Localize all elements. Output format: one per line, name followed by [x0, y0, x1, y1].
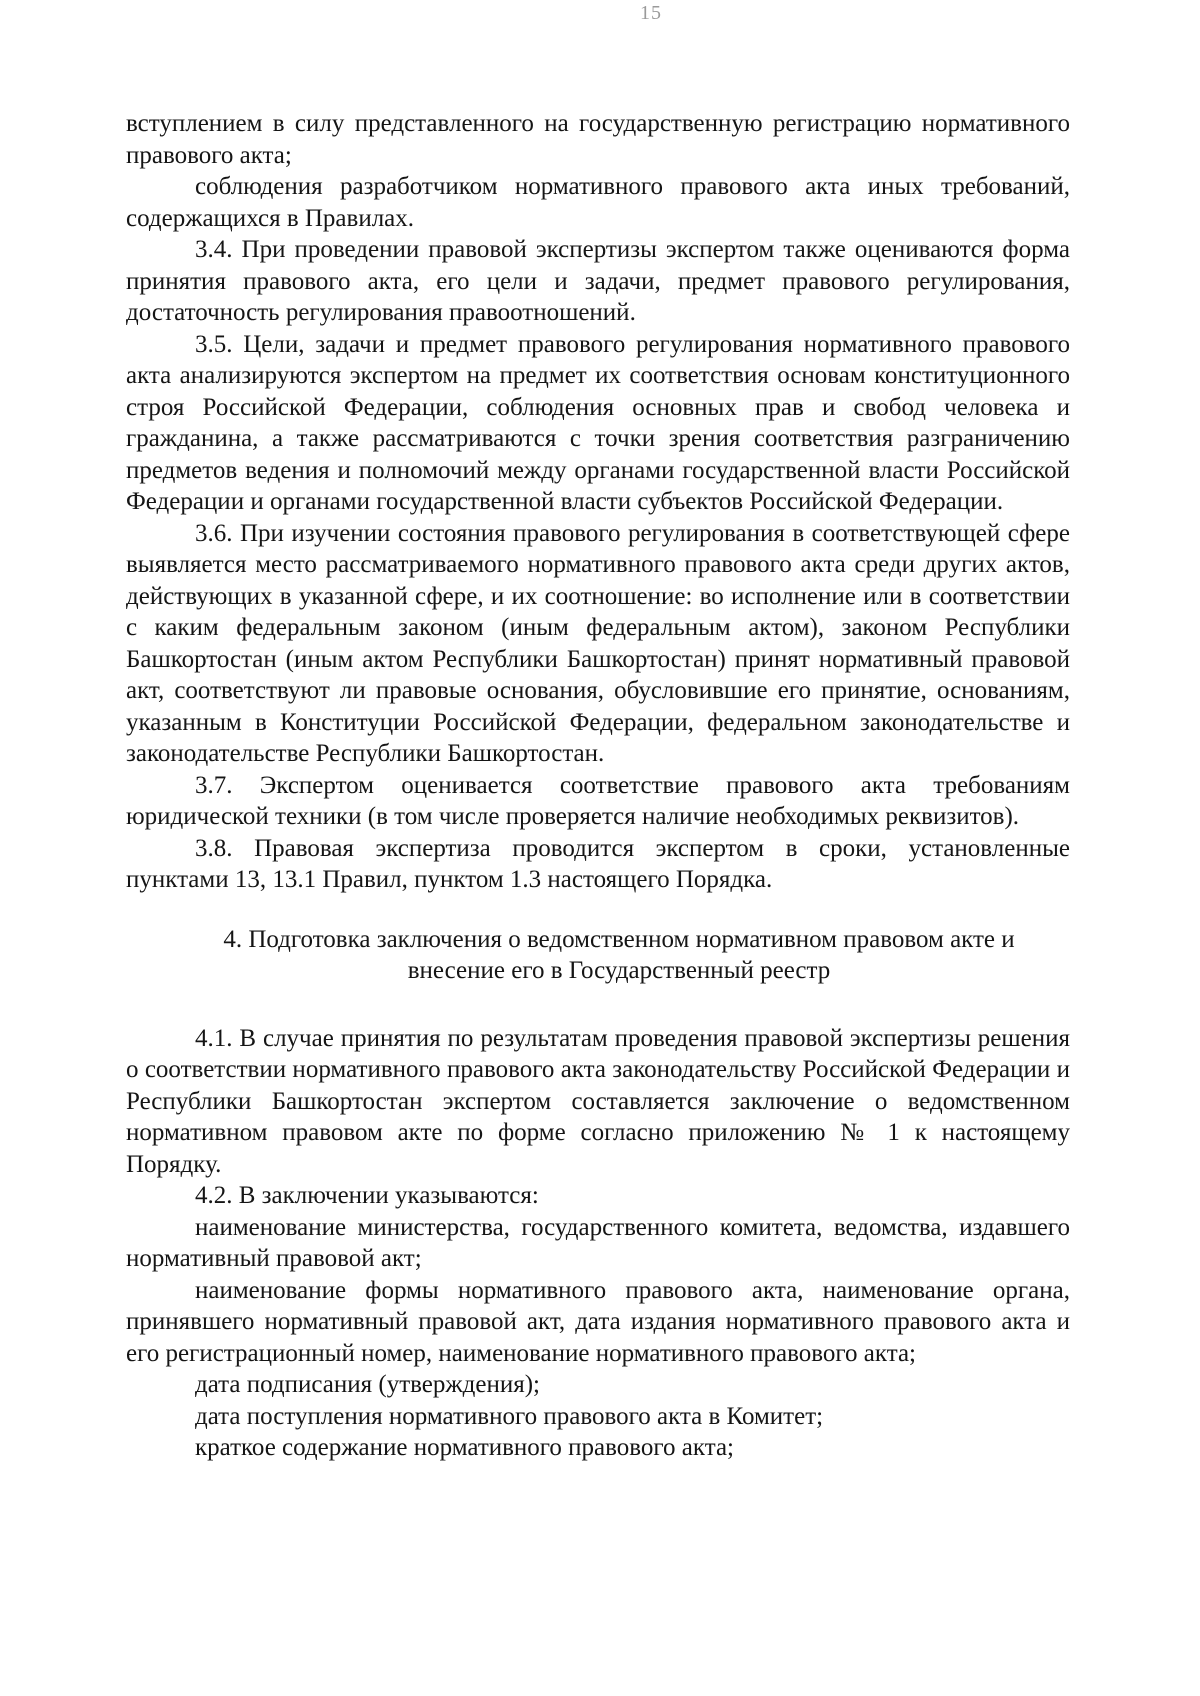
- paragraph-3-5: 3.5. Цели, задачи и предмет правового регулирования нормативного правового акта анализируются экспертом на предмет их соответствия основам конституционного строя Российской Федерации, соблюдения основных прав и свобод человека и гражданина, а также рассматриваются с точки зрения соответствия разграничению предметов ведения и полномочий между органами государственной власти Российской Федерации и органами государственной власти субъектов Российской Федерации.: [126, 330, 1070, 515]
- list-item: наименование министерства, государственного комитета, ведомства, издавшего нормативный правовой акт;: [126, 1213, 1070, 1272]
- section-heading: 4. Подготовка заключения о ведомственном нормативном правовом акте и внесение его в Государственный реестр: [223, 925, 1015, 984]
- document-body: [126, 108, 1070, 1464]
- paragraph-3-6: 3.6. При изучении состояния правового регулирования в соответствующей сфере выявляется место рассматриваемого нормативного правового акта среди других актов, действующих в указанной сфере, и их соотношение: во исполнение или в соответствии с каким федеральным законом (иным федеральным актом), законом Республики Башкортостан (иным актом Республики Башкортостан) принят нормативный правовой акт, соответствуют ли правовые основания, обусловившие его принятие, основаниям, указанным в Конституции Российской Федерации, федеральном законодательстве и законодательстве Республики Башкортостан.: [126, 519, 1070, 767]
- paragraph-3-4: 3.4. При проведении правовой экспертизы экспертом также оцениваются форма принятия правового акта, его цели и задачи, предмет правового регулирования, достаточность регулирования правоотношений.: [126, 236, 1070, 326]
- paragraph-3-7: 3.7. Экспертом оценивается соответствие правового акта требованиям юридической техники (в том числе проверяется наличие необходимых реквизитов).: [126, 771, 1070, 830]
- paragraph-3-8: 3.8. Правовая экспертиза проводится экспертом в сроки, установленные пунктами 13, 13.1 Правил, пунктом 1.3 настоящего Порядка.: [126, 834, 1070, 893]
- paragraph-4-1: 4.1. В случае принятия по результатам проведения правовой экспертизы решения о соответствии нормативного правового акта законодательству Российской Федерации и Республики Башкортостан экспертом составляется заключение о ведомственном нормативном правовом акте по форме согласно приложению № 1 к настоящему Порядку.: [126, 1024, 1070, 1178]
- paragraph-4-2: 4.2. В заключении указываются:: [195, 1182, 539, 1209]
- list-item: дата подписания (утверждения);: [195, 1371, 541, 1398]
- list-item: дата поступления нормативного правового акта в Комитет;: [195, 1402, 824, 1430]
- paragraph: вступлением в силу представленного на государственную регистрацию нормативного правового акта;: [126, 110, 1070, 169]
- list-item: наименование формы нормативного правового акта, наименование органа, принявшего нормативный правовой акт, дата издания нормативного правового акта и его регистрационный номер, наименование нормативного правового акта;: [126, 1276, 1070, 1367]
- page-number: 15: [640, 2, 662, 24]
- list-item: краткое содержание нормативного правового акта;: [195, 1434, 734, 1461]
- paragraph: соблюдения разработчиком нормативного правового акта иных требований, содержащихся в Правилах.: [126, 173, 1070, 232]
